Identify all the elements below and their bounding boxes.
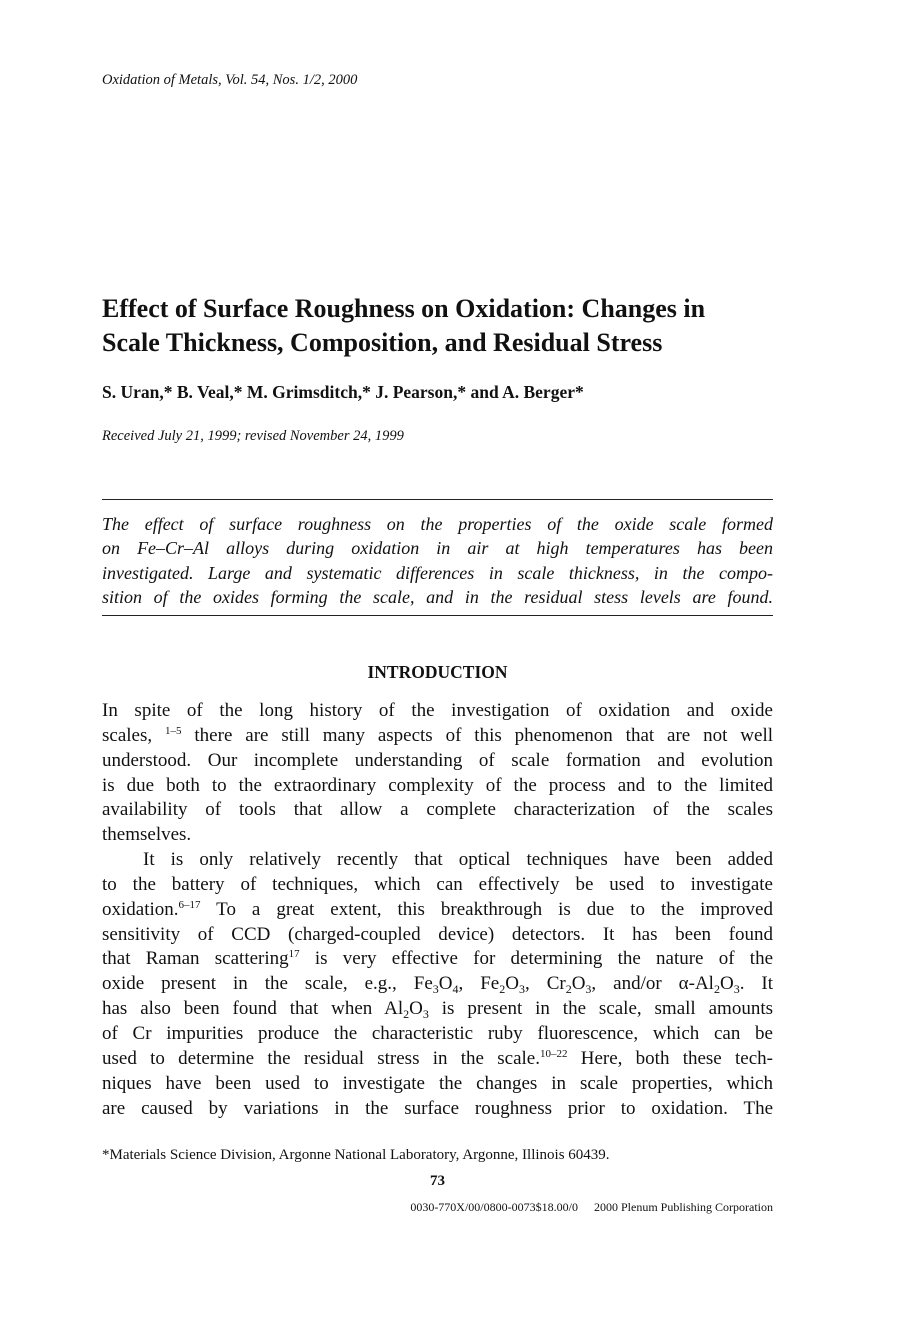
abstract-line: The effect of surface roughness on the properties of the oxide scale formed xyxy=(102,514,773,534)
body-line: understood. Our incomplete understanding of scale formation and evolution xyxy=(102,749,773,771)
formula-al2o3: $Al_2O_3$ xyxy=(384,998,429,1022)
received-dates: Received July 21, 1999; revised November 24, 1999 xyxy=(102,428,404,444)
body-line: availability of tools that allow a complete characterization of the scales xyxy=(102,799,773,821)
citation-superscript: 17 xyxy=(288,948,300,961)
copyright-line xyxy=(410,1200,773,1215)
citation-superscript: 10–22 xyxy=(539,1047,568,1060)
section-heading-introduction: INTRODUCTION xyxy=(367,662,508,682)
body-line: themselves. xyxy=(102,824,192,846)
body-line: has also been found that when $Al_2O_3$ is present in the scale, small amounts xyxy=(102,998,773,1022)
body-line: In spite of the long history of the investigation of oxidation and oxide xyxy=(102,700,773,721)
abstract-line: investigated. Large and systematic differences in scale thickness, in the compo- xyxy=(102,562,773,583)
page-number: 73 xyxy=(430,1173,445,1189)
body-line: oxide present in the scale, e.g., $Fe_3O_4$, $Fe_2O_3$, $Cr_2O_3$, and/or $\alpha-Al_2O_3$. It xyxy=(102,973,774,997)
citation-superscript: 1–5 xyxy=(165,724,182,737)
journal-citation: Oxidation of Metals, Vol. 54, Nos. 1/2, 2000 xyxy=(102,72,358,88)
body-line: of Cr impurities produce the characteristic ruby fluorescence, which can be xyxy=(102,1022,773,1044)
formula-fe3o4: $Fe_3O_4$ xyxy=(413,973,459,997)
formula-fe2o3: $Fe_2O_3$ xyxy=(480,973,525,997)
body-line: is due both to the extraordinary complexity of the process and to the limited xyxy=(102,774,773,796)
citation-superscript: 6–17 xyxy=(178,898,201,911)
abstract xyxy=(102,512,773,609)
title-line: Scale Thickness, Composition, and Residual Stress xyxy=(102,328,663,357)
body-line: that Raman scattering$^{17}$ is very effective for determining the nature of the xyxy=(102,948,773,970)
author-list: S. Uran,* B. Veal,* M. Grimsditch,* J. Pearson,* and A. Berger* xyxy=(102,382,584,402)
body-line: used to determine the residual stress in the scale.$^{10-22}$ Here, both these tech- xyxy=(102,1047,773,1069)
article-code: 0030-770X/00/0800-0073$18.00/0 xyxy=(410,1200,578,1214)
body-line: niques have been used to investigate the changes in scale properties, which xyxy=(102,1072,773,1094)
formula-alpha-al2o3: $\alpha-Al_2O_3$ xyxy=(678,973,740,997)
introduction-body xyxy=(102,699,773,1121)
affiliation-footnote: *Materials Science Division, Argonne National Laboratory, Argonne, Illinois 60439. xyxy=(102,1147,610,1163)
formula-cr2o3: $Cr_2O_3$ xyxy=(546,973,592,997)
abstract-top-rule xyxy=(102,499,773,500)
abstract-bottom-rule xyxy=(102,615,773,616)
body-line: scales, $^{1-5}$ there are still many aspects of this phenomenon that are not well xyxy=(102,724,774,746)
body-line: It is only relatively recently that optical techniques have been added xyxy=(143,849,773,871)
publisher-notice: 2000 Plenum Publishing Corporation xyxy=(593,1200,773,1214)
body-line: oxidation.$^{6-17}$ To a great extent, this breakthrough is due to the improved xyxy=(102,898,773,920)
abstract-line: on Fe–Cr–Al alloys during oxidation in air at high temperatures has been xyxy=(102,538,773,559)
abstract-line: sition of the oxides forming the scale, and in the residual stess levels are found. xyxy=(102,586,773,607)
body-line: sensitivity of CCD (charged-coupled device) detectors. It has been found xyxy=(102,923,773,945)
article-title xyxy=(102,292,802,360)
title-line: Effect of Surface Roughness on Oxidation: Changes in xyxy=(102,294,706,323)
body-line: are caused by variations in the surface roughness prior to oxidation. The xyxy=(102,1097,773,1119)
body-line: to the battery of techniques, which can effectively be used to investigate xyxy=(102,873,773,895)
